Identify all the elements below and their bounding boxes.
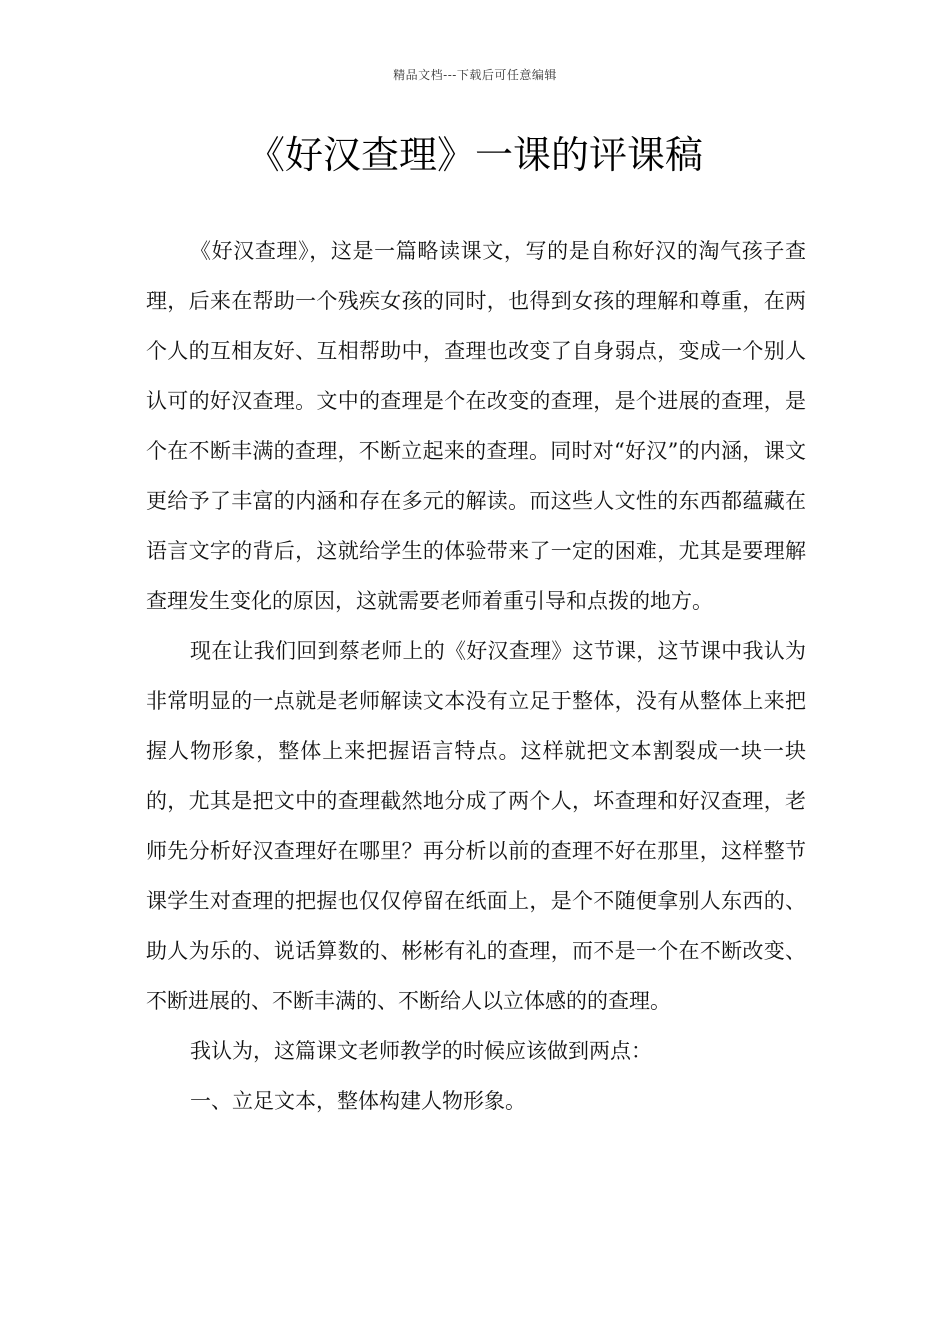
paragraph-critique: 现在让我们回到蔡老师上的《好汉查理》这节课，这节课中我认为非常明显的一点就是老师解读文本没有立足于整体，没有从整体上来把握人物形象，整体上来把握语言特点。这样就把文本割裂成一块一块的，尤其是把文中的查理截然地分成了两个人，坏查理和好汉查理，老师先分析好汉查理好在哪里？再分析以前的查理不好在那里，这样整节课学生对查理的把握也仅仅停留在纸面上，是个不随便拿别人东西的、助人为乐的、说话算数的、彬彬有礼的查理，而不是一个在不断改变、不断进展的、不断丰满的、不断给人以立体感的的查理。 (146, 639, 806, 1013)
paragraph-point-one: 一、立足文本，整体构建人物形象。 (190, 1089, 526, 1113)
header-note: 精品文档---下载后可任意编辑 (393, 68, 557, 82)
document-title: 《好汉查理》一课的评课稿 (246, 133, 703, 177)
document-body (146, 226, 806, 1126)
paragraph-intro: 《好汉查理》，这是一篇略读课文，写的是自称好汉的淘气孩子查理，后来在帮助一个残疾女孩的同时，也得到女孩的理解和尊重，在两个人的互相友好、互相帮助中，查理也改变了自身弱点，变成一个别人认可的好汉查理。文中的查理是个在改变的查理，是个进展的查理，是个在不断丰满的查理，不断立起来的查理。同时对“好汉”的内涵，课文更给予了丰富的内涵和存在多元的解读。而这些人文性的东西都蕴藏在语言文字的背后，这就给学生的体验带来了一定的困难，尤其是要理解查理发生变化的原因，这就需要老师着重引导和点拨的地方。 (146, 239, 806, 613)
paragraph-proposal: 我认为，这篇课文老师教学的时候应该做到两点： (190, 1039, 652, 1063)
